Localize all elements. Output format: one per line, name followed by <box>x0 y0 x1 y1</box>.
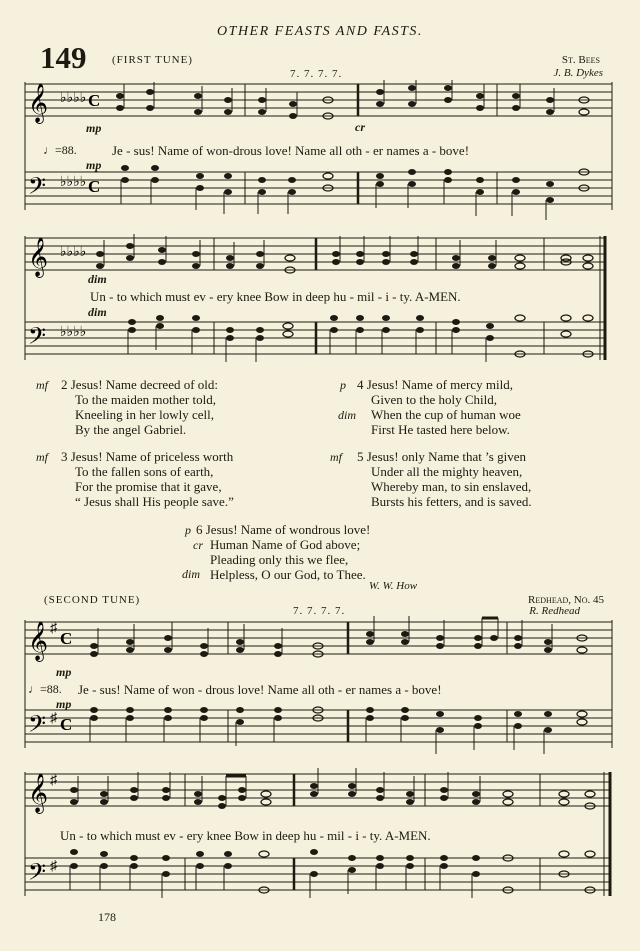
first-tune-composer: J. B. Dykes <box>553 67 603 79</box>
svg-text:𝄞: 𝄞 <box>28 237 49 277</box>
svg-text:♭♭♭♭: ♭♭♭♭ <box>60 91 87 106</box>
svg-text:𝄢: 𝄢 <box>28 322 47 355</box>
verse-6-mark-dim: dim <box>182 567 200 581</box>
dynamic-dim-treble-1: dim <box>88 272 107 286</box>
first-tune-meter: 7. 7. 7. 7. <box>290 68 343 80</box>
svg-text:♯: ♯ <box>50 711 57 726</box>
verse-3-line-3: For the promise that it gave, <box>75 479 222 494</box>
verse-4-line-4: First He tasted here below. <box>371 422 510 437</box>
page-header: OTHER FEASTS AND FASTS. <box>217 24 423 39</box>
verse-5 <box>357 449 532 509</box>
verse-6 <box>196 522 370 582</box>
dynamic-mp-bass-2: mp <box>56 697 72 711</box>
verse-5-line-2: Under all the mighty heaven, <box>371 464 523 479</box>
first-tune-label: (FIRST TUNE) <box>112 54 193 66</box>
verse-5-line-4: Bursts his fetters, and is saved. <box>371 494 532 509</box>
verse-4 <box>357 377 521 437</box>
second-tune-label: (SECOND TUNE) <box>44 594 141 606</box>
svg-text:𝄢: 𝄢 <box>28 710 47 743</box>
tempo-mark-2: ♩=88. <box>28 682 62 696</box>
svg-text:𝄞: 𝄞 <box>28 621 49 661</box>
dynamic-dim-bass-1: dim <box>88 305 107 319</box>
verse-6-mark-p: p <box>185 523 191 537</box>
svg-text:C: C <box>88 177 101 196</box>
second-tune-composer: R. Redhead <box>529 605 580 617</box>
second-tune-name: Redhead, No. 45 <box>528 594 604 606</box>
verse-3-line-4: “ Jesus shall His people save.” <box>75 494 234 509</box>
verse-3-line-1: 3 Jesus! Name of priceless worth <box>61 449 234 464</box>
dynamic-mp-treble-1: mp <box>86 121 102 135</box>
verse-3-mark: mf <box>36 450 48 464</box>
svg-text:𝄞: 𝄞 <box>28 83 49 123</box>
dynamic-cr-1: cr <box>355 120 365 134</box>
verse-5-line-3: Whereby man, to sin enslaved, <box>371 479 532 494</box>
verse-2-line-2: To the maiden mother told, <box>75 392 216 407</box>
svg-text:♯: ♯ <box>50 859 57 874</box>
verse-2-mark: mf <box>36 378 48 392</box>
svg-text:♭♭♭♭: ♭♭♭♭ <box>60 245 87 260</box>
second-tune-lyrics-line-1: Je - sus! Name of won - drous love! Name all oth - er names a - bove! <box>78 682 442 697</box>
svg-text:♭♭♭♭: ♭♭♭♭ <box>60 325 87 340</box>
svg-text:C: C <box>60 629 73 648</box>
verse-4-line-2: Given to the holy Child, <box>371 392 498 407</box>
tempo-mark-1: ♩=88. <box>43 143 77 157</box>
verse-6-mark-cr: cr <box>193 538 203 552</box>
second-tune-meter: 7. 7. 7. 7. <box>293 605 346 617</box>
verse-4-dim-mark: dim <box>338 408 356 422</box>
svg-text:C: C <box>60 715 73 734</box>
svg-text:♭♭♭♭: ♭♭♭♭ <box>60 175 87 190</box>
svg-text:𝄢: 𝄢 <box>28 172 47 205</box>
verse-2-line-3: Kneeling in her lowly cell, <box>75 407 214 422</box>
verse-6-line-1: 6 Jesus! Name of wondrous love! <box>196 522 371 537</box>
verse-6-line-2: Human Name of God above; <box>210 537 361 552</box>
verse-3-line-2: To the fallen sons of earth, <box>75 464 214 479</box>
page-number: 178 <box>98 910 116 924</box>
svg-text:♯: ♯ <box>50 621 57 636</box>
verse-6-line-4: Helpless, O our God, to Thee. <box>210 567 366 582</box>
first-tune-lyrics-line-1: Je - sus! Name of won-drous love! Name all oth - er names a - bove! <box>112 143 470 158</box>
verse-2 <box>61 377 218 437</box>
svg-text:♯: ♯ <box>50 773 57 788</box>
verse-6-line-3: Pleading only this we flee, <box>210 552 349 567</box>
verse-4-line-1: 4 Jesus! Name of mercy mild, <box>357 377 513 392</box>
svg-text:𝄢: 𝄢 <box>28 858 47 891</box>
verse-4-line-3: When the cup of human woe <box>371 407 521 422</box>
svg-text:𝄞: 𝄞 <box>28 773 49 813</box>
dynamic-mp-treble-2: mp <box>56 665 72 679</box>
verse-2-line-4: By the angel Gabriel. <box>75 422 187 437</box>
hymn-number: 149 <box>40 40 87 75</box>
verse-5-mark: mf <box>330 450 342 464</box>
first-tune-name: St. Bees <box>561 54 600 66</box>
svg-text:C: C <box>88 91 101 110</box>
second-tune-lyrics-line-2: Un - to which must ev - ery knee Bow in deep hu - mil - i - ty. A-MEN. <box>60 828 431 843</box>
verse-5-line-1: 5 Jesus! only Name that ’s given <box>357 449 526 464</box>
verse-2-line-1: 2 Jesus! Name decreed of old: <box>61 377 219 392</box>
first-tune-lyrics-line-2: Un - to which must ev - ery knee Bow in deep hu - mil - i - ty. A-MEN. <box>90 289 461 304</box>
hymn-author: W. W. How <box>369 580 418 592</box>
dynamic-mp-bass-1: mp <box>86 158 102 172</box>
verse-3 <box>61 449 234 509</box>
verse-4-mark: p <box>340 378 346 392</box>
